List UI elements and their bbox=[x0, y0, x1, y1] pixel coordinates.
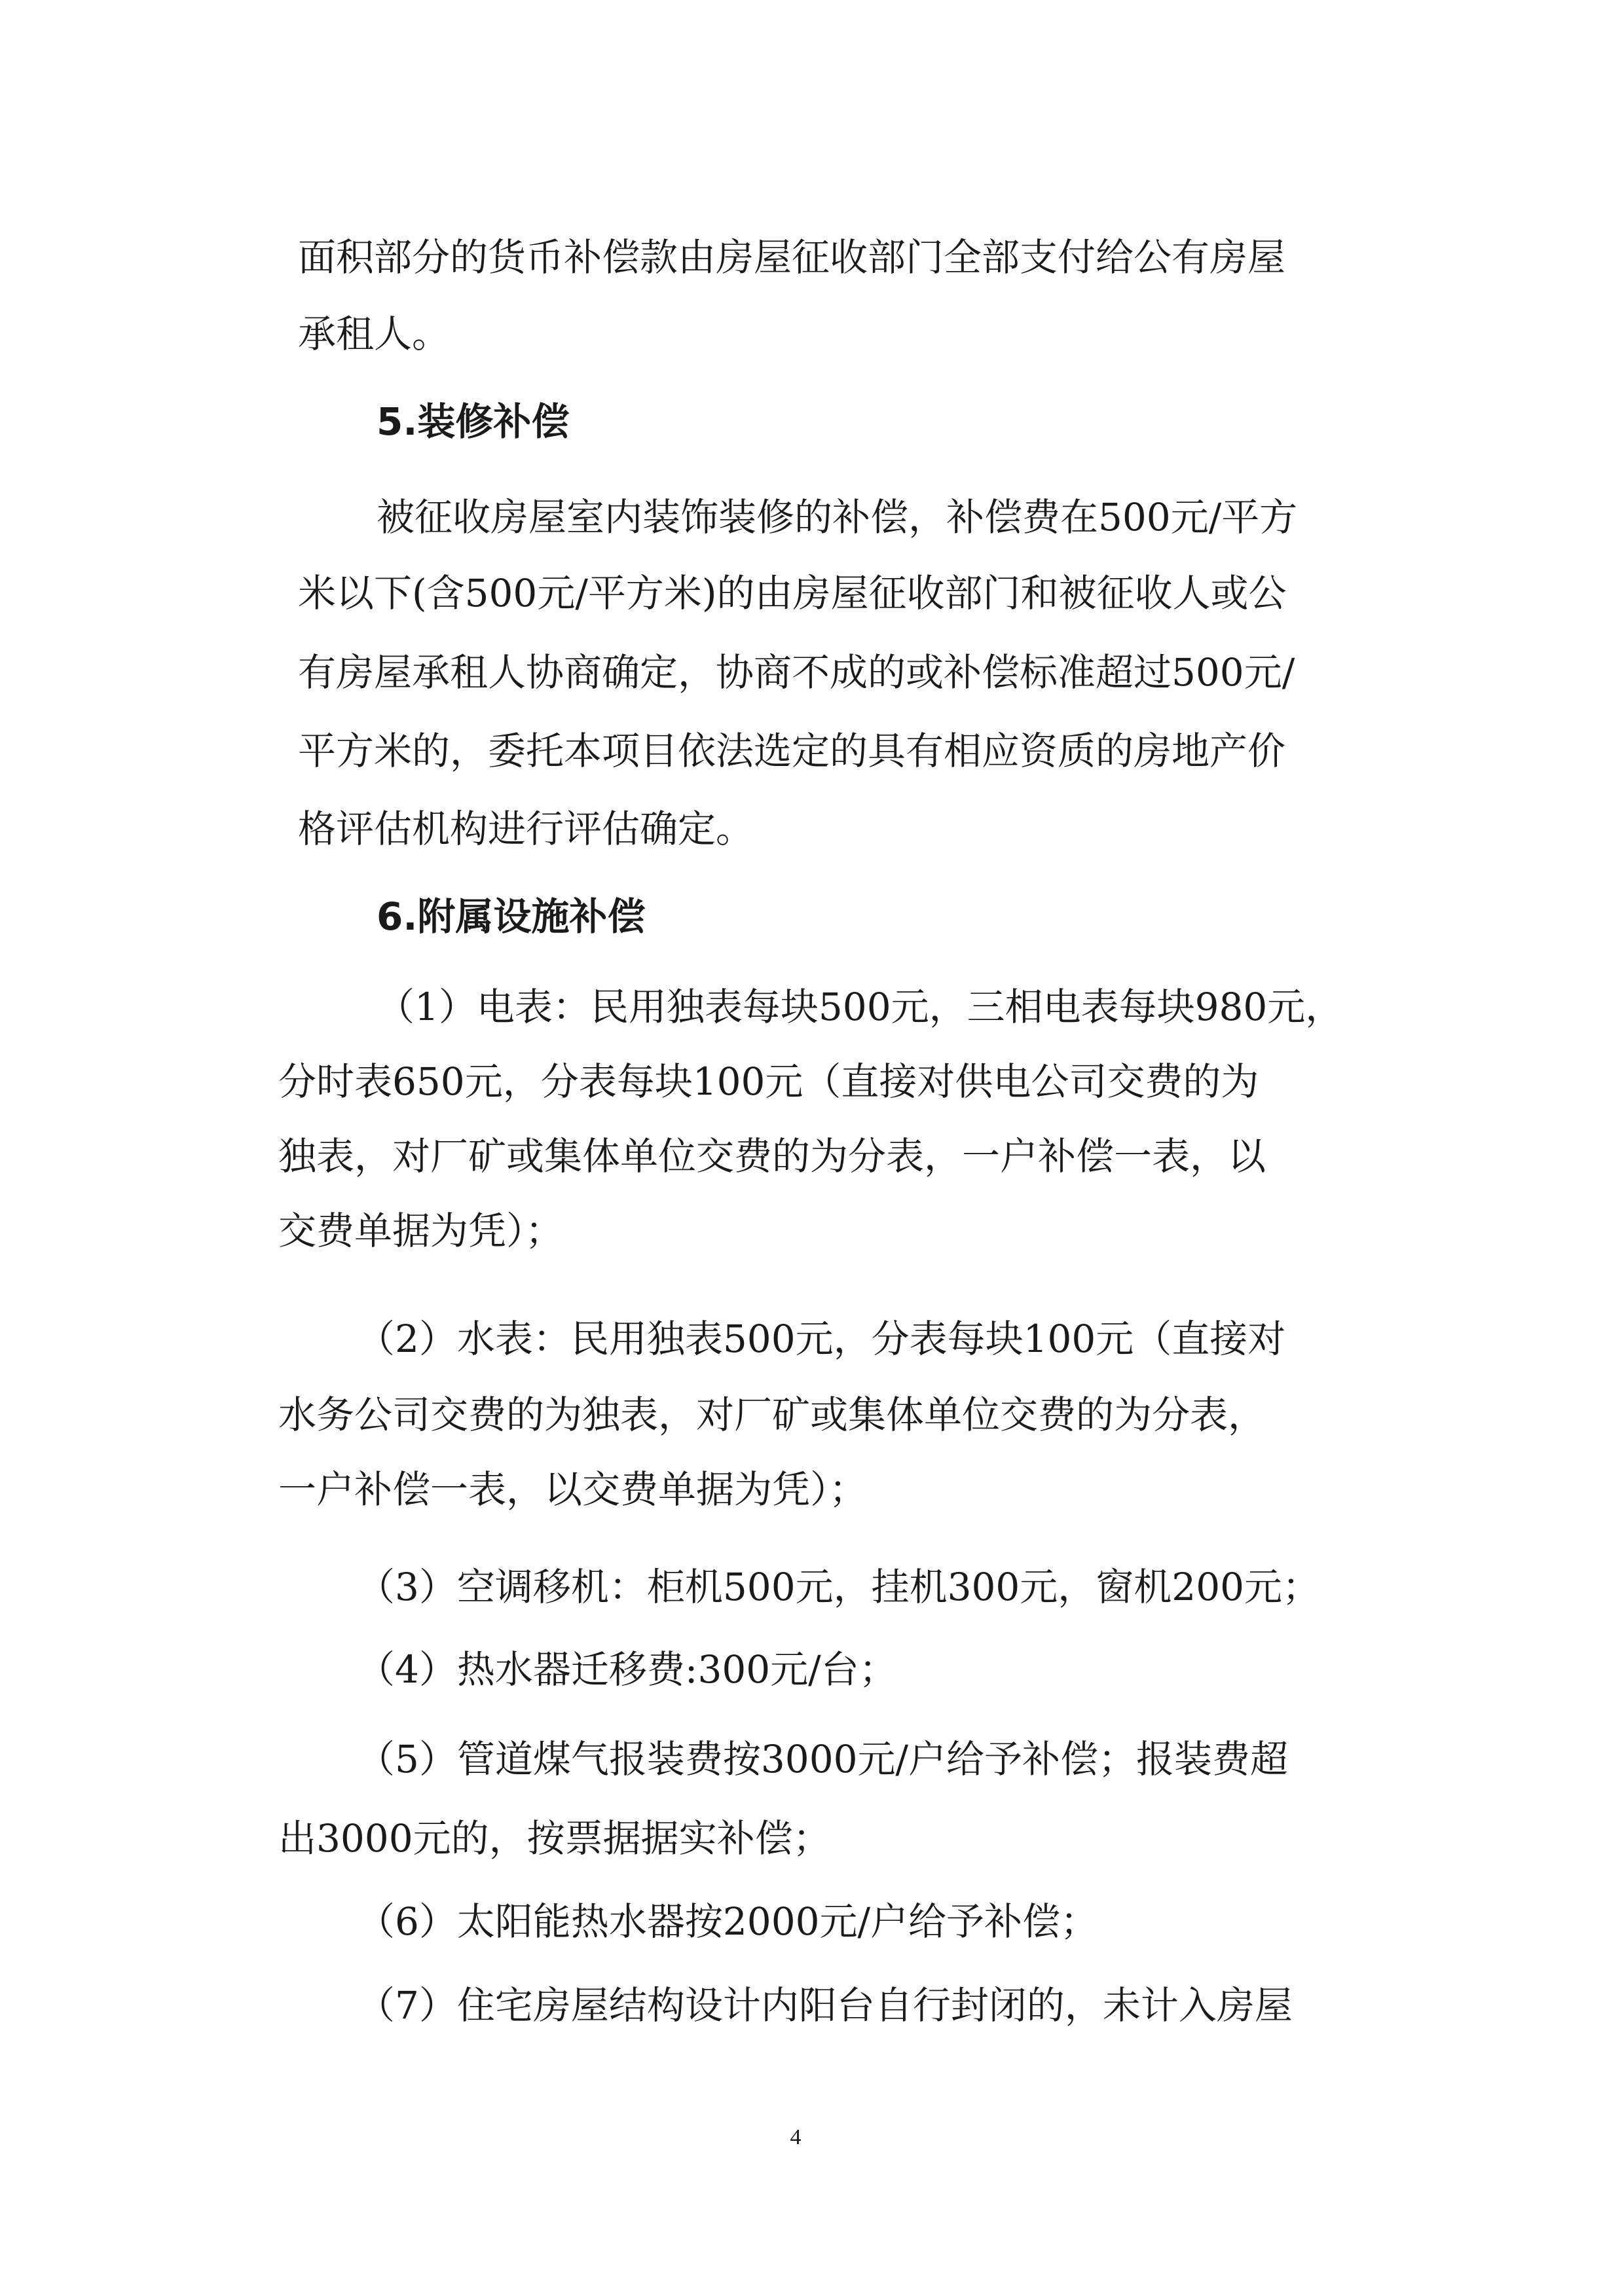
text-line: （1）电表：民用独表每块500元，三相电表每块980元， bbox=[377, 985, 1344, 1029]
text-line: 面积部分的货币补偿款由房屋征收部门全部支付给公有房屋 bbox=[298, 235, 1286, 280]
text-line: 被征收房屋室内装饰装修的补偿，补偿费在500元/平方 bbox=[377, 495, 1298, 539]
text-line: 出3000元的，按票据据实补偿； bbox=[278, 1816, 831, 1861]
text-line: （7）住宅房屋结构设计内阳台自行封闭的，未计入房屋 bbox=[357, 1983, 1293, 2028]
text-line: 平方米的，委托本项目依法选定的具有相应资质的房地产价 bbox=[298, 729, 1286, 773]
section-heading: 6.附属设施补偿 bbox=[377, 894, 646, 939]
text-line: （5）管道煤气报装费按3000元/户给予补偿；报装费超 bbox=[357, 1737, 1289, 1781]
text-line: 一户补偿一表，以交费单据为凭）； bbox=[278, 1467, 868, 1512]
section-heading: 5.装修补偿 bbox=[377, 399, 570, 444]
text-line: 独表，对厂矿或集体单位交费的为分表，一户补偿一表，以 bbox=[278, 1134, 1266, 1178]
text-line: 分时表650元，分表每块100元（直接对供电公司交费的为 bbox=[278, 1059, 1259, 1104]
text-line: 有房屋承租人协商确定，协商不成的或补偿标准超过500元/ bbox=[298, 650, 1295, 695]
text-line: （2）水表：民用独表500元，分表每块100元（直接对 bbox=[357, 1317, 1286, 1361]
text-line: （6）太阳能热水器按2000元/户给予补偿； bbox=[357, 1899, 1099, 1944]
text-line: 承租人。 bbox=[298, 312, 451, 356]
text-line: 米以下(含500元/平方米)的由房屋征收部门和被征收人或公 bbox=[298, 571, 1287, 615]
text-line: 交费单据为凭）； bbox=[278, 1209, 564, 1253]
text-line: （3）空调移机：柜机500元，挂机300元，窗机200元； bbox=[357, 1565, 1321, 1609]
text-line: 水务公司交费的为独表，对厂矿或集体单位交费的为分表， bbox=[278, 1393, 1266, 1437]
page-number: 4 bbox=[790, 2125, 802, 2149]
text-line: 格评估机构进行评估确定。 bbox=[298, 807, 754, 851]
text-line: （4）热水器迁移费:300元/台； bbox=[357, 1647, 897, 1692]
